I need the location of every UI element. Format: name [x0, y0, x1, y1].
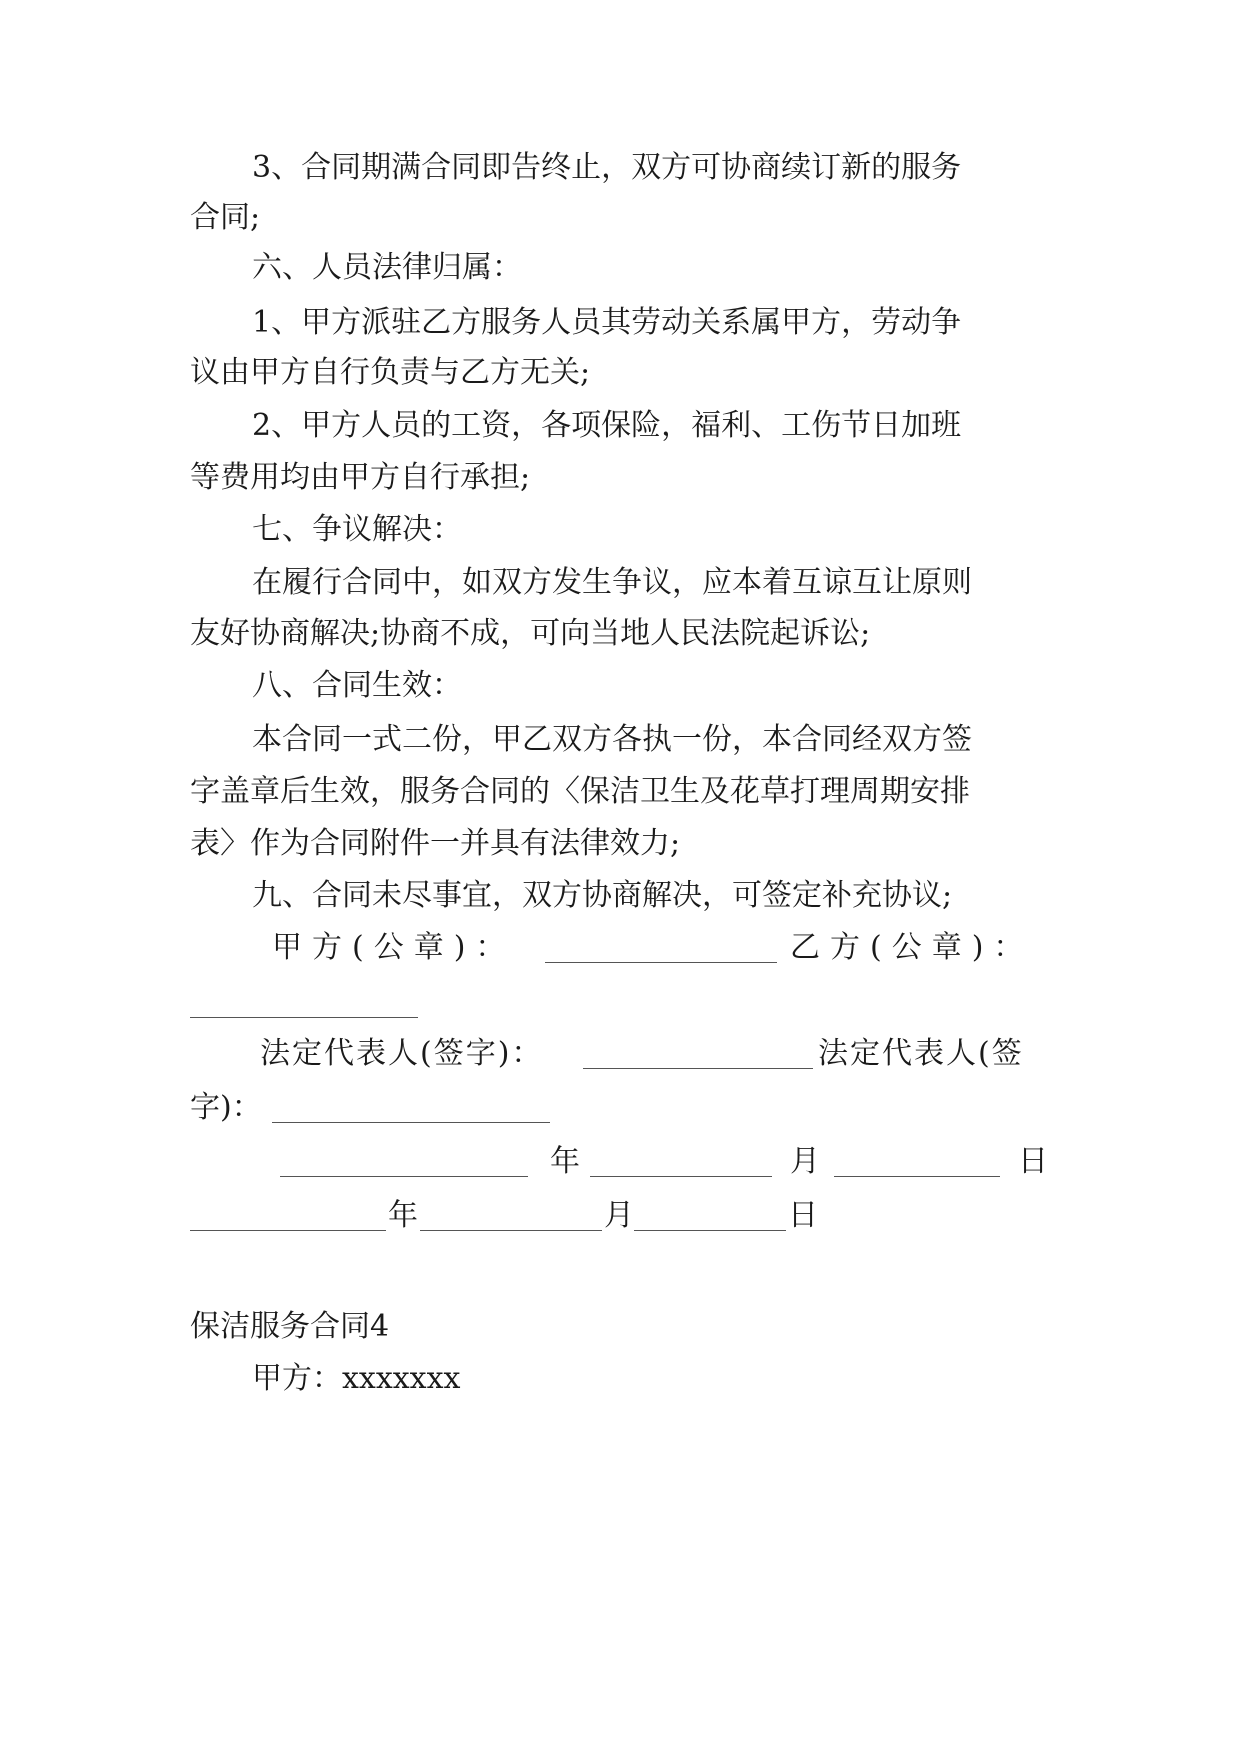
rep-b-label-cont: 字)： [190, 1090, 262, 1125]
next-contract-title: 保洁服务合同4 [190, 1309, 390, 1344]
section-heading: 七、争议解决： [252, 512, 462, 547]
rep-b-label: 法定代表人(签 [818, 1036, 1024, 1071]
date-b-day-label: 日 [788, 1198, 818, 1233]
date-a-day-label: 日 [1018, 1144, 1048, 1179]
date-b-month-blank[interactable] [420, 1230, 602, 1231]
section-heading: 六、人员法律归属： [252, 250, 522, 285]
date-a-year-blank[interactable] [280, 1176, 528, 1177]
section-heading: 八、合同生效： [252, 668, 462, 703]
party-a-seal-blank[interactable] [545, 962, 777, 963]
paragraph-line: 议由甲方自行负责与乙方无关; [190, 355, 591, 390]
rep-a-blank[interactable] [583, 1068, 813, 1069]
paragraph-line: 合同; [190, 200, 261, 235]
party-a-seal-label: 甲方(公章)： [272, 930, 516, 965]
paragraph-line: 2、甲方人员的工资，各项保险，福利、工伤节日加班 [252, 408, 962, 443]
paragraph-line: 字盖章后生效，服务合同的〈保洁卫生及花草打理周期安排 [190, 774, 970, 809]
date-a-month-blank[interactable] [590, 1176, 772, 1177]
paragraph-line: 本合同一式二份，甲乙双方各执一份，本合同经双方签 [252, 722, 972, 757]
paragraph-line: 3、合同期满合同即告终止，双方可协商续订新的服务 [252, 150, 962, 185]
paragraph-line: 九、合同未尽事宜，双方协商解决，可签定补充协议; [252, 878, 953, 913]
date-a-day-blank[interactable] [834, 1176, 1000, 1177]
date-a-month-label: 月 [790, 1144, 820, 1179]
paragraph-line: 表〉作为合同附件一并具有法律效力; [190, 826, 681, 861]
paragraph-line: 在履行合同中，如双方发生争议，应本着互谅互让原则 [252, 565, 972, 600]
party-b-seal-blank[interactable] [190, 1017, 418, 1018]
rep-b-blank[interactable] [272, 1122, 550, 1123]
next-party-a: 甲方：xxxxxxx [252, 1361, 461, 1396]
paragraph-line: 友好协商解决;协商不成，可向当地人民法院起诉讼; [190, 616, 871, 651]
date-b-year-blank[interactable] [190, 1230, 386, 1231]
date-a-year-label: 年 [550, 1144, 580, 1179]
date-b-month-label: 月 [604, 1198, 634, 1233]
paragraph-line: 1、甲方派驻乙方服务人员其劳动关系属甲方，劳动争 [252, 305, 962, 340]
party-b-seal-label: 乙方(公章)： [790, 930, 1034, 965]
date-b-year-label: 年 [388, 1198, 418, 1233]
rep-a-label: 法定代表人(签字)： [260, 1036, 544, 1071]
date-b-day-blank[interactable] [634, 1230, 786, 1231]
paragraph-line: 等费用均由甲方自行承担; [190, 460, 531, 495]
